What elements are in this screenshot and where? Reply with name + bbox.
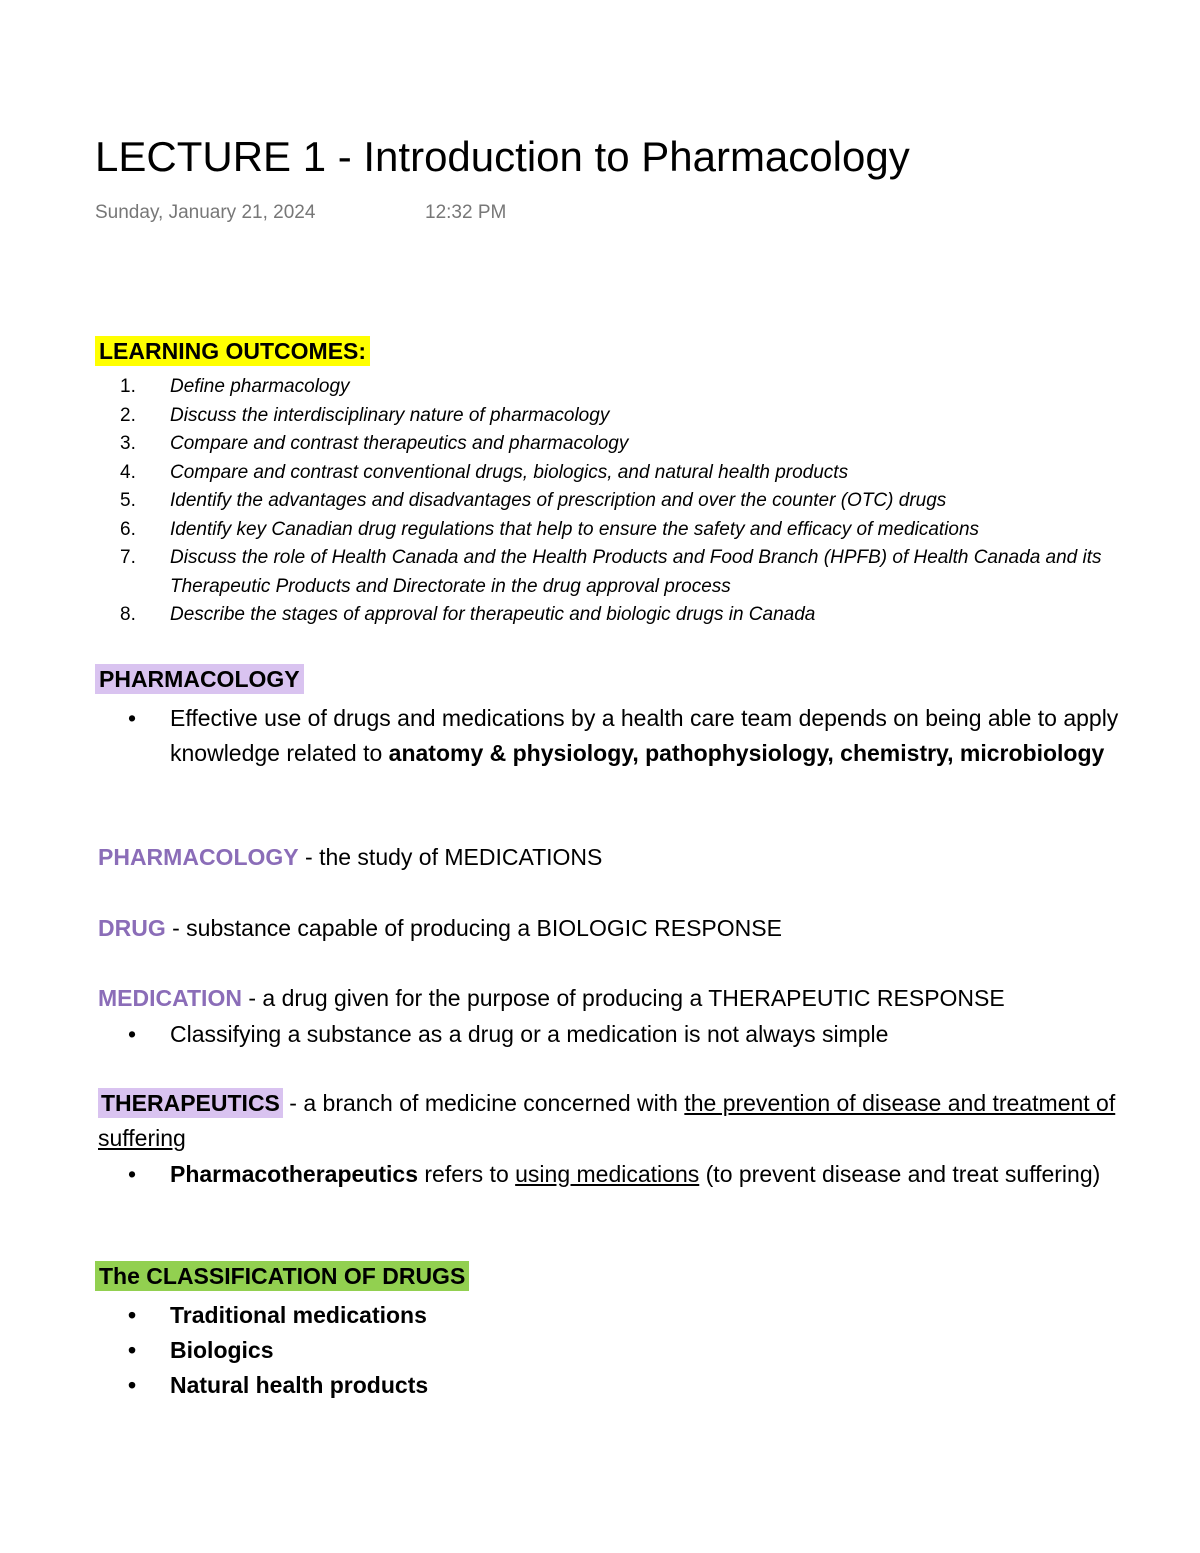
list-item: 5. Identify the advantages and disadvantages of prescription and over the counter (OTC) drugs [120, 490, 947, 511]
definition-medication: MEDICATION - a drug given for the purpose of producing a THERAPEUTIC RESPONSE [98, 985, 1005, 1011]
pharmacology-bullets [128, 701, 1188, 771]
list-item: 6. Identify key Canadian drug regulations that help to ensure the safety and efficacy of medications [120, 518, 980, 540]
classification-heading: The CLASSIFICATION OF DRUGS [95, 1263, 469, 1290]
list-item: • Effective use of drugs and medications by a health care team depends on being able to apply knowledge related to anatomy & physiology, pathophysiology, chemistry, microbiology [128, 701, 1188, 771]
medication-bullets [128, 1017, 1188, 1052]
list-item: 7. Discuss the role of Health Canada and the Health Products and Food Branch (HPFB) of Health Canada and its Therapeutic Products and Directorate in the drug approval process [120, 547, 1102, 597]
learning-outcomes-heading: LEARNING OUTCOMES: [95, 338, 370, 365]
page-date: Sunday, January 21, 2024 [95, 202, 316, 223]
therapeutics-term: THERAPEUTICS [98, 1088, 283, 1118]
list-item: 3. Compare and contrast therapeutics and pharmacology [120, 433, 629, 454]
list-item: 8. Describe the stages of approval for therapeutic and biologic drugs in Canada [120, 604, 816, 625]
definition-therapeutics: THERAPEUTICS - a branch of medicine concerned with the prevention of disease and treatment of suffering [98, 1090, 1116, 1151]
list-item: 4. Compare and contrast conventional drugs, biologics, and natural health products [120, 461, 849, 483]
definition-drug: DRUG - substance capable of producing a BIOLOGIC RESPONSE [98, 915, 782, 941]
page-title: LECTURE 1 - Introduction to Pharmacology [95, 133, 910, 180]
definition-pharmacology: PHARMACOLOGY - the study of MEDICATIONS [98, 844, 603, 870]
classification-list [128, 1298, 1188, 1403]
list-item: • Traditional medications [128, 1298, 1188, 1333]
list-item: • Biologics [128, 1333, 1188, 1368]
list-item: • Classifying a substance as a drug or a medication is not always simple [128, 1017, 1188, 1052]
pharmacology-heading: PHARMACOLOGY [95, 666, 304, 693]
page-time: 12:32 PM [425, 202, 507, 223]
list-item: 2. Discuss the interdisciplinary nature of pharmacology [120, 404, 610, 426]
learning-outcomes-list [120, 373, 1200, 630]
list-item: • Natural health products [128, 1368, 1188, 1403]
list-item: • Pharmacotherapeutics refers to using medications (to prevent disease and treat suffering) [128, 1157, 1188, 1192]
list-item: 1. Define pharmacology [120, 376, 350, 397]
page-meta [95, 202, 507, 224]
therapeutics-bullets [128, 1157, 1188, 1192]
